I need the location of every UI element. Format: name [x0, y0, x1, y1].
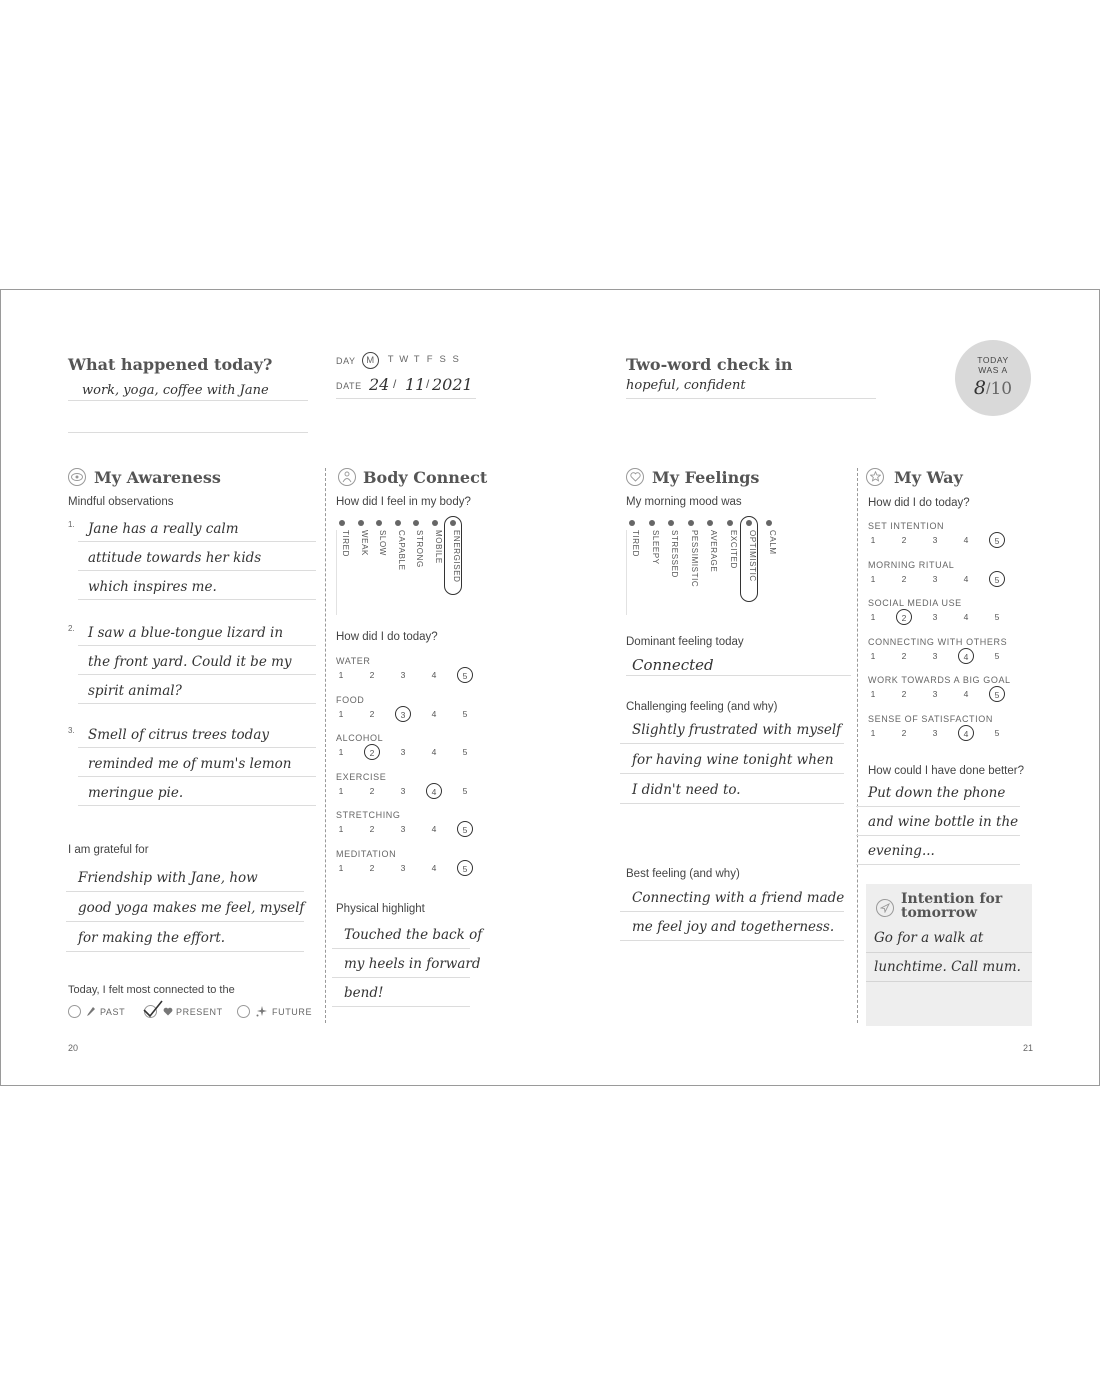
rating-value[interactable]: 3 — [400, 670, 406, 680]
rating-value[interactable]: 3 — [400, 862, 406, 873]
compass-icon — [876, 899, 894, 917]
rating-value[interactable]: 5 — [994, 612, 1000, 622]
mood-dot — [629, 520, 635, 526]
rating-label: FOOD — [336, 694, 365, 705]
date-year: 2021 — [432, 375, 473, 394]
rating-value[interactable]: 4 — [958, 648, 974, 664]
rating-scale — [870, 651, 1020, 665]
answer-rule — [78, 541, 316, 542]
mood-option[interactable] — [646, 520, 660, 615]
rating-value[interactable]: 2 — [369, 862, 375, 873]
mood-option[interactable] — [410, 520, 424, 615]
awareness-title: My Awareness — [94, 468, 221, 487]
mood-option[interactable] — [763, 520, 777, 615]
mood-label: ENERGISED — [452, 530, 461, 583]
rating-value[interactable]: 2 — [369, 824, 375, 834]
rating-value[interactable]: 2 — [901, 689, 907, 699]
handwritten-line: for making the effort. — [78, 930, 226, 946]
rating-value[interactable]: 4 — [963, 573, 969, 584]
feelings-question: My morning mood was — [626, 496, 742, 508]
item-number: 2. — [68, 624, 75, 633]
mood-option[interactable] — [685, 520, 699, 615]
mood-label: TIRED — [631, 530, 640, 557]
awareness-subtitle: Mindful observations — [68, 496, 174, 508]
handwritten-line: attitude towards her kids — [88, 550, 262, 566]
rating-label: WORK TOWARDS A BIG GOAL — [868, 675, 1011, 685]
heart-icon — [626, 468, 644, 486]
mood-dot — [727, 520, 733, 526]
answer-rule — [620, 773, 844, 774]
day-option[interactable]: F — [426, 354, 434, 365]
handwritten-line: Go for a walk at — [874, 930, 984, 946]
rating-value[interactable]: 1 — [338, 785, 344, 796]
mood-option[interactable] — [626, 520, 640, 615]
check-icon — [142, 999, 164, 1019]
mood-option[interactable] — [355, 520, 369, 615]
rating-scale — [338, 863, 488, 877]
mood-option[interactable] — [429, 520, 443, 615]
better-label: How could I have done better? — [868, 765, 1024, 777]
rating-value[interactable]: 1 — [870, 689, 876, 699]
rating-label: SENSE OF SATISFACTION — [868, 713, 993, 724]
intention-box — [866, 884, 1032, 1026]
mood-dot — [413, 520, 419, 526]
mood-option[interactable] — [447, 520, 461, 615]
rating-value[interactable]: 5 — [994, 727, 1000, 738]
rating-value[interactable]: 4 — [958, 725, 974, 741]
rating-scale — [870, 535, 1020, 549]
handwritten-line: lunchtime. Call mum. — [874, 959, 1021, 975]
mood-label: OPTIMISTIC — [748, 530, 757, 582]
best-label: Best feeling (and why) — [626, 868, 740, 880]
handwritten-line: me feel joy and togetherness. — [632, 919, 835, 935]
day-selector — [364, 352, 494, 370]
rating-scale — [338, 786, 488, 800]
two-word-answer: hopeful, confident — [626, 378, 746, 393]
rating-value[interactable]: 1 — [338, 862, 344, 873]
mood-label: TIRED — [341, 530, 350, 557]
rating-value[interactable]: 3 — [932, 727, 938, 738]
rating-value[interactable]: 4 — [963, 612, 969, 622]
dominant-label: Dominant feeling today — [626, 636, 744, 648]
page-number-left: 20 — [68, 1043, 79, 1053]
mood-dot — [688, 520, 694, 526]
physical-highlight-label: Physical highlight — [336, 903, 425, 915]
mood-dot — [376, 520, 382, 526]
star-icon — [866, 468, 884, 486]
rating-label: SOCIAL MEDIA USE — [868, 598, 962, 608]
rating-label: ALCOHOL — [336, 733, 384, 743]
mood-option[interactable] — [373, 520, 387, 615]
answer-rule — [856, 806, 1020, 807]
rating-value[interactable]: 5 — [457, 667, 473, 683]
handwritten-line: reminded me of mum's lemon — [88, 756, 292, 772]
rating-value[interactable]: 3 — [932, 573, 938, 584]
rating-value[interactable]: 5 — [994, 650, 1000, 661]
rating-value[interactable]: 2 — [369, 670, 375, 680]
answer-rule — [78, 703, 316, 704]
handwritten-line: evening... — [868, 843, 935, 859]
my-way-question: How did I do today? — [868, 497, 970, 509]
mood-option[interactable] — [392, 520, 406, 615]
rating-value[interactable]: 3 — [400, 824, 406, 834]
mood-label: PESSIMISTIC — [689, 530, 699, 588]
rating-scale — [338, 670, 488, 684]
day-option[interactable]: T — [413, 354, 421, 365]
mood-option[interactable] — [665, 520, 679, 615]
answer-rule — [332, 1006, 470, 1007]
rating-scale — [870, 689, 1020, 703]
what-happened-answer: work, yoga, coffee with Jane — [82, 383, 269, 398]
date-label: DATE — [336, 381, 362, 391]
answer-rule — [66, 891, 304, 892]
answer-rule — [866, 981, 1032, 982]
grateful-label: I am grateful for — [68, 844, 149, 856]
handwritten-line: Friendship with Jane, how — [78, 870, 258, 886]
rating-label: SET INTENTION — [868, 521, 945, 531]
mood-label: CALM — [767, 530, 777, 555]
mood-label: WEAK — [359, 530, 369, 556]
rating-value[interactable]: 4 — [963, 535, 969, 545]
answer-rule — [620, 803, 844, 804]
mood-option[interactable] — [743, 520, 757, 615]
rating-value[interactable]: 2 — [369, 785, 375, 796]
handwritten-line: Jane has a really calm — [88, 521, 239, 537]
body-question: How did I feel in my body? — [336, 496, 471, 508]
rating-label: MEDITATION — [336, 848, 397, 859]
rating-scale — [870, 612, 1020, 626]
selected-mood-ring — [444, 516, 462, 595]
future-option: FUTURE — [272, 1007, 313, 1017]
badge-score: 8 — [973, 377, 986, 399]
handwritten-line: Connecting with a friend made — [632, 890, 845, 906]
page-number-right: 21 — [1023, 1043, 1034, 1053]
handwritten-line: good yoga makes me feel, myself — [78, 900, 305, 916]
answer-rule — [78, 674, 316, 675]
rating-value[interactable]: 1 — [870, 727, 876, 738]
mood-dot — [649, 520, 655, 526]
answer-rule — [66, 951, 304, 952]
answer-rule — [78, 776, 316, 777]
mood-label: AVERAGE — [709, 530, 718, 573]
rating-value[interactable]: 5 — [462, 785, 468, 796]
rating-value[interactable]: 2 — [901, 573, 907, 584]
answer-rule — [620, 940, 844, 941]
mood-label: STRESSED — [670, 530, 679, 578]
handwritten-line: Put down the phone — [868, 785, 1006, 801]
mood-label: SLOW — [378, 530, 387, 556]
body-mood-scale — [336, 520, 486, 620]
rating-value[interactable]: 3 — [395, 706, 411, 722]
rating-value[interactable]: 3 — [400, 747, 406, 757]
badge-line1: TODAY — [977, 355, 1009, 365]
rating-value[interactable]: 4 — [431, 862, 437, 873]
item-number: 1. — [68, 520, 75, 529]
rating-scale — [338, 709, 488, 723]
rating-value[interactable]: 4 — [431, 670, 437, 680]
handwritten-line: which inspires me. — [88, 579, 217, 595]
rating-value[interactable]: 1 — [870, 612, 876, 622]
answer-rule — [332, 948, 470, 949]
mood-dot — [358, 520, 364, 526]
handwritten-line: I didn't need to. — [632, 782, 741, 798]
answer-rule — [78, 570, 316, 571]
mood-dot — [432, 520, 438, 526]
future-radio[interactable] — [237, 1005, 250, 1018]
what-happened-title: What happened today? — [68, 355, 273, 374]
answer-rule — [620, 743, 844, 744]
rating-value[interactable]: 1 — [870, 650, 876, 661]
rating-value[interactable]: 3 — [932, 535, 938, 545]
mood-dot — [766, 520, 772, 526]
rating-value[interactable]: 2 — [901, 535, 907, 545]
handwritten-line: for having wine tonight when — [632, 752, 834, 768]
day-option[interactable]: S — [439, 354, 447, 365]
rating-value[interactable]: 4 — [431, 708, 437, 719]
feelings-title: My Feelings — [652, 468, 760, 487]
past-radio[interactable] — [68, 1005, 81, 1018]
rating-value[interactable]: 1 — [338, 708, 344, 719]
badge-out-of: 10 — [990, 379, 1013, 399]
answer-rule — [78, 805, 316, 806]
intention-title: Intention for tomorrow — [901, 891, 1003, 921]
rating-value[interactable]: 1 — [870, 573, 876, 584]
handwritten-line: spirit animal? — [88, 683, 182, 699]
answer-rule — [78, 599, 316, 600]
mood-option[interactable] — [336, 520, 350, 615]
mood-label: EXCITED — [728, 530, 738, 569]
rating-value[interactable]: 5 — [457, 860, 473, 876]
rating-label: WATER — [336, 656, 371, 666]
present-option: PRESENT — [176, 1007, 223, 1017]
rating-value[interactable]: 5 — [989, 571, 1005, 587]
rating-value[interactable]: 2 — [364, 744, 380, 760]
rating-label: CONNECTING WITH OTHERS — [868, 636, 1008, 647]
sparkle-icon — [255, 1005, 268, 1018]
handwritten-line: meringue pie. — [88, 785, 184, 801]
item-number: 3. — [68, 726, 75, 735]
two-word-title: Two-word check in — [626, 355, 793, 374]
rating-value[interactable]: 4 — [431, 747, 437, 757]
answer-rule — [332, 977, 470, 978]
today-score-badge: TODAY WAS A 8/10 — [955, 340, 1031, 416]
badge-line2: WAS A — [978, 365, 1008, 375]
handwritten-line: my heels in forward — [344, 956, 481, 972]
rating-value[interactable]: 2 — [896, 609, 912, 625]
mood-label: CAPABLE — [396, 530, 406, 571]
mood-option[interactable] — [704, 520, 718, 615]
rating-scale — [870, 728, 1020, 742]
rating-value[interactable]: 4 — [963, 689, 969, 699]
rating-value[interactable]: 5 — [989, 686, 1005, 702]
day-label: DAY — [336, 356, 356, 366]
mood-label: MOBILE — [433, 530, 443, 564]
person-icon — [338, 468, 356, 486]
rating-value[interactable]: 5 — [462, 747, 468, 757]
past-option: PAST — [100, 1007, 126, 1017]
day-option[interactable]: M — [362, 352, 379, 369]
answer-rule — [856, 864, 1020, 865]
dominant-answer: Connected — [632, 656, 714, 674]
mood-dot — [395, 520, 401, 526]
selected-mood-ring — [740, 516, 758, 602]
rating-label: EXERCISE — [336, 771, 387, 782]
my-way-title: My Way — [894, 468, 963, 487]
rating-value[interactable]: 3 — [932, 650, 938, 661]
rating-scale — [338, 824, 488, 838]
rating-label: MORNING RITUAL — [868, 559, 955, 570]
handwritten-line: the front yard. Could it be my — [88, 654, 292, 670]
rating-value[interactable]: 2 — [369, 708, 375, 719]
day-option[interactable]: W — [399, 354, 409, 365]
mood-dot — [668, 520, 674, 526]
rating-value[interactable]: 1 — [338, 670, 344, 680]
challenging-label: Challenging feeling (and why) — [626, 701, 778, 713]
day-option[interactable]: T — [387, 354, 395, 365]
handwritten-line: I saw a blue-tongue lizard in — [88, 625, 284, 641]
answer-rule — [856, 835, 1020, 836]
eye-icon — [68, 468, 86, 486]
mood-label: STRONG — [415, 530, 424, 568]
rating-value[interactable]: 2 — [901, 727, 907, 738]
handwritten-line: Touched the back of — [344, 927, 483, 943]
rating-value[interactable]: 5 — [989, 532, 1005, 548]
rating-value[interactable]: 1 — [338, 747, 344, 757]
connected-label: Today, I felt most connected to the — [68, 984, 235, 996]
mood-option[interactable] — [724, 520, 738, 615]
rating-value[interactable]: 4 — [426, 783, 442, 799]
date-month: 11 — [405, 375, 426, 394]
answer-rule — [66, 921, 304, 922]
handwritten-line: Slightly frustrated with myself — [632, 722, 842, 738]
heart-small-icon — [163, 1007, 173, 1016]
rating-value[interactable]: 5 — [462, 708, 468, 719]
rating-scale — [338, 747, 488, 761]
rating-value[interactable]: 5 — [457, 821, 473, 837]
mood-label: SLEEPY — [650, 530, 660, 565]
rating-value[interactable]: 3 — [932, 689, 938, 699]
rating-value[interactable]: 4 — [431, 824, 437, 834]
handwritten-line: and wine bottle in the — [868, 814, 1019, 830]
body-do-today-label: How did I do today? — [336, 631, 438, 643]
answer-rule — [866, 952, 1032, 953]
rating-value[interactable]: 1 — [338, 824, 344, 834]
rating-value[interactable]: 3 — [932, 612, 938, 622]
mood-dot — [707, 520, 713, 526]
mood-dot — [339, 520, 345, 526]
pen-icon — [86, 1006, 96, 1017]
rating-value[interactable]: 1 — [870, 535, 876, 545]
feelings-mood-scale — [626, 520, 801, 620]
answer-rule — [78, 645, 316, 646]
rating-value[interactable]: 3 — [400, 785, 406, 796]
answer-rule — [78, 747, 316, 748]
date-day: 24 — [369, 375, 390, 394]
answer-rule — [620, 911, 844, 912]
rating-scale — [870, 574, 1020, 588]
rating-label: STRETCHING — [336, 810, 401, 820]
day-option[interactable]: S — [452, 354, 460, 365]
body-connect-title: Body Connect — [363, 468, 488, 487]
handwritten-line: bend! — [344, 985, 384, 1001]
rating-value[interactable]: 2 — [901, 650, 907, 661]
handwritten-line: Smell of citrus trees today — [88, 727, 269, 743]
